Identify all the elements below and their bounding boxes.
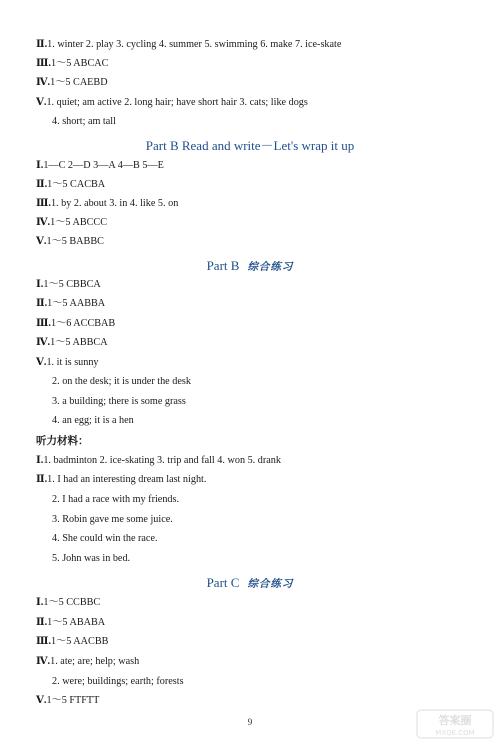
answer-line [52,553,130,565]
answer-text: 1～5 AACBB [50,636,109,647]
section-title: Part B [206,258,240,273]
item-number: Ⅴ. [36,236,47,247]
answer-text: 1—C 2—D 3—A 4—B 5—E [43,160,164,171]
answer-line [36,97,308,109]
answer-line [36,217,107,229]
item-number: Ⅴ. [36,97,47,108]
answer-line [36,198,178,210]
answer-line [36,474,206,486]
answer-text: 3. a building; there is some grass [52,396,186,407]
answer-text: 1～5 CAEBD [50,77,108,88]
section-heading [0,575,500,592]
answer-text: 1. by 2. about 3. in 4. like 5. on [50,198,179,209]
answer-line [36,656,139,668]
listening-material-label: 听力材料： [36,435,89,447]
answer-text: 1～5 CCBBC [43,597,101,608]
answer-text: 1～5 ABCAC [50,58,109,69]
answer-text: 1～6 ACCBAB [50,318,116,329]
section-heading [0,258,500,275]
answer-text: 2. were; buildings; earth; forests [52,676,184,687]
answer-line [36,318,115,330]
watermark-url: MXQE.COM [435,729,475,737]
answer-text: 1. I had an interesting dream last night. [47,474,207,485]
item-number: Ⅲ. [36,58,51,69]
item-number: Ⅱ. [36,474,48,485]
item-number: Ⅴ. [36,357,47,368]
answer-line [36,39,341,51]
answer-line [36,597,100,609]
item-number: Ⅴ. [36,695,47,706]
item-number: Ⅳ. [36,77,51,88]
section-subtitle: 综合练习 [247,578,294,590]
answer-text: 2. I had a race with my friends. [52,494,180,505]
section-heading [0,138,500,153]
answer-line [52,116,116,128]
answer-line [36,160,164,172]
item-number: Ⅰ. [36,597,44,608]
answer-line [36,455,281,467]
item-number: Ⅰ. [36,455,44,466]
section-title: Part B Read and write－Let's wrap it up [145,138,355,153]
item-number: Ⅱ. [36,179,48,190]
item-number: Ⅲ. [36,318,51,329]
item-number: Ⅳ. [36,337,51,348]
answer-line [36,337,108,349]
answer-line [52,415,134,427]
page-number: 9 [247,717,253,727]
answer-line [36,58,108,70]
answer-text: 3. Robin gave me some juice. [52,514,173,525]
answer-text: 1～5 ABCCC [50,217,108,228]
answer-line [36,298,105,310]
answer-text: 1～5 CACBA [47,179,106,190]
answer-text: 5. John was in bed. [52,553,131,564]
answer-line [52,533,158,545]
item-number: Ⅳ. [36,217,51,228]
answer-text: 1～5 CBBCA [43,279,101,290]
answer-line [36,357,99,369]
answer-line [36,636,108,648]
answer-text: 1. it is sunny [46,357,99,368]
answer-text: 4. She could win the race. [52,533,158,544]
item-number: Ⅰ. [36,279,44,290]
item-number: Ⅱ. [36,298,48,309]
answer-line [36,279,101,291]
answer-text: 2. on the desk; it is under the desk [52,376,191,387]
answer-line [52,396,186,408]
answer-text: 1～5 AABBA [47,298,106,309]
answer-line [52,514,173,526]
answer-line [52,676,184,688]
answer-text: 1. badminton 2. ice-skating 3. trip and fall 4. won 5. drank [43,455,281,466]
answer-line [36,77,108,89]
watermark-text: 答案圈 [438,714,472,727]
answer-text: 1. ate; are; help; wash [50,656,140,667]
answer-text: 1. winter 2. play 3. cycling 4. summer 5. swimming 6. make 7. ice-skate [47,39,342,50]
answer-text: 1～5 BABBC [46,236,104,247]
section-title: Part C [206,575,240,590]
item-number: Ⅳ. [36,656,51,667]
answer-line [36,695,99,707]
section-subtitle: 综合练习 [247,261,294,273]
item-number: Ⅱ. [36,39,48,50]
answer-text: 1～5 ABBCA [50,337,108,348]
item-number: Ⅰ. [36,160,44,171]
item-number: Ⅲ. [36,198,51,209]
item-number: Ⅱ. [36,617,48,628]
answer-text: 1. quiet; am active 2. long hair; have short hair 3. cats; like dogs [46,97,308,108]
answer-line [52,494,179,506]
answer-text: 1～5 FTFTT [46,695,100,706]
answer-text: 4. an egg; it is a hen [52,415,134,426]
watermark-logo [416,709,494,739]
answer-line [36,617,105,629]
answer-text: 4. short; am tall [52,116,116,127]
answer-line [36,236,104,248]
item-number: Ⅲ. [36,636,51,647]
answer-line [36,179,105,191]
answer-text: 1～5 ABABA [47,617,106,628]
answer-line [52,376,191,388]
